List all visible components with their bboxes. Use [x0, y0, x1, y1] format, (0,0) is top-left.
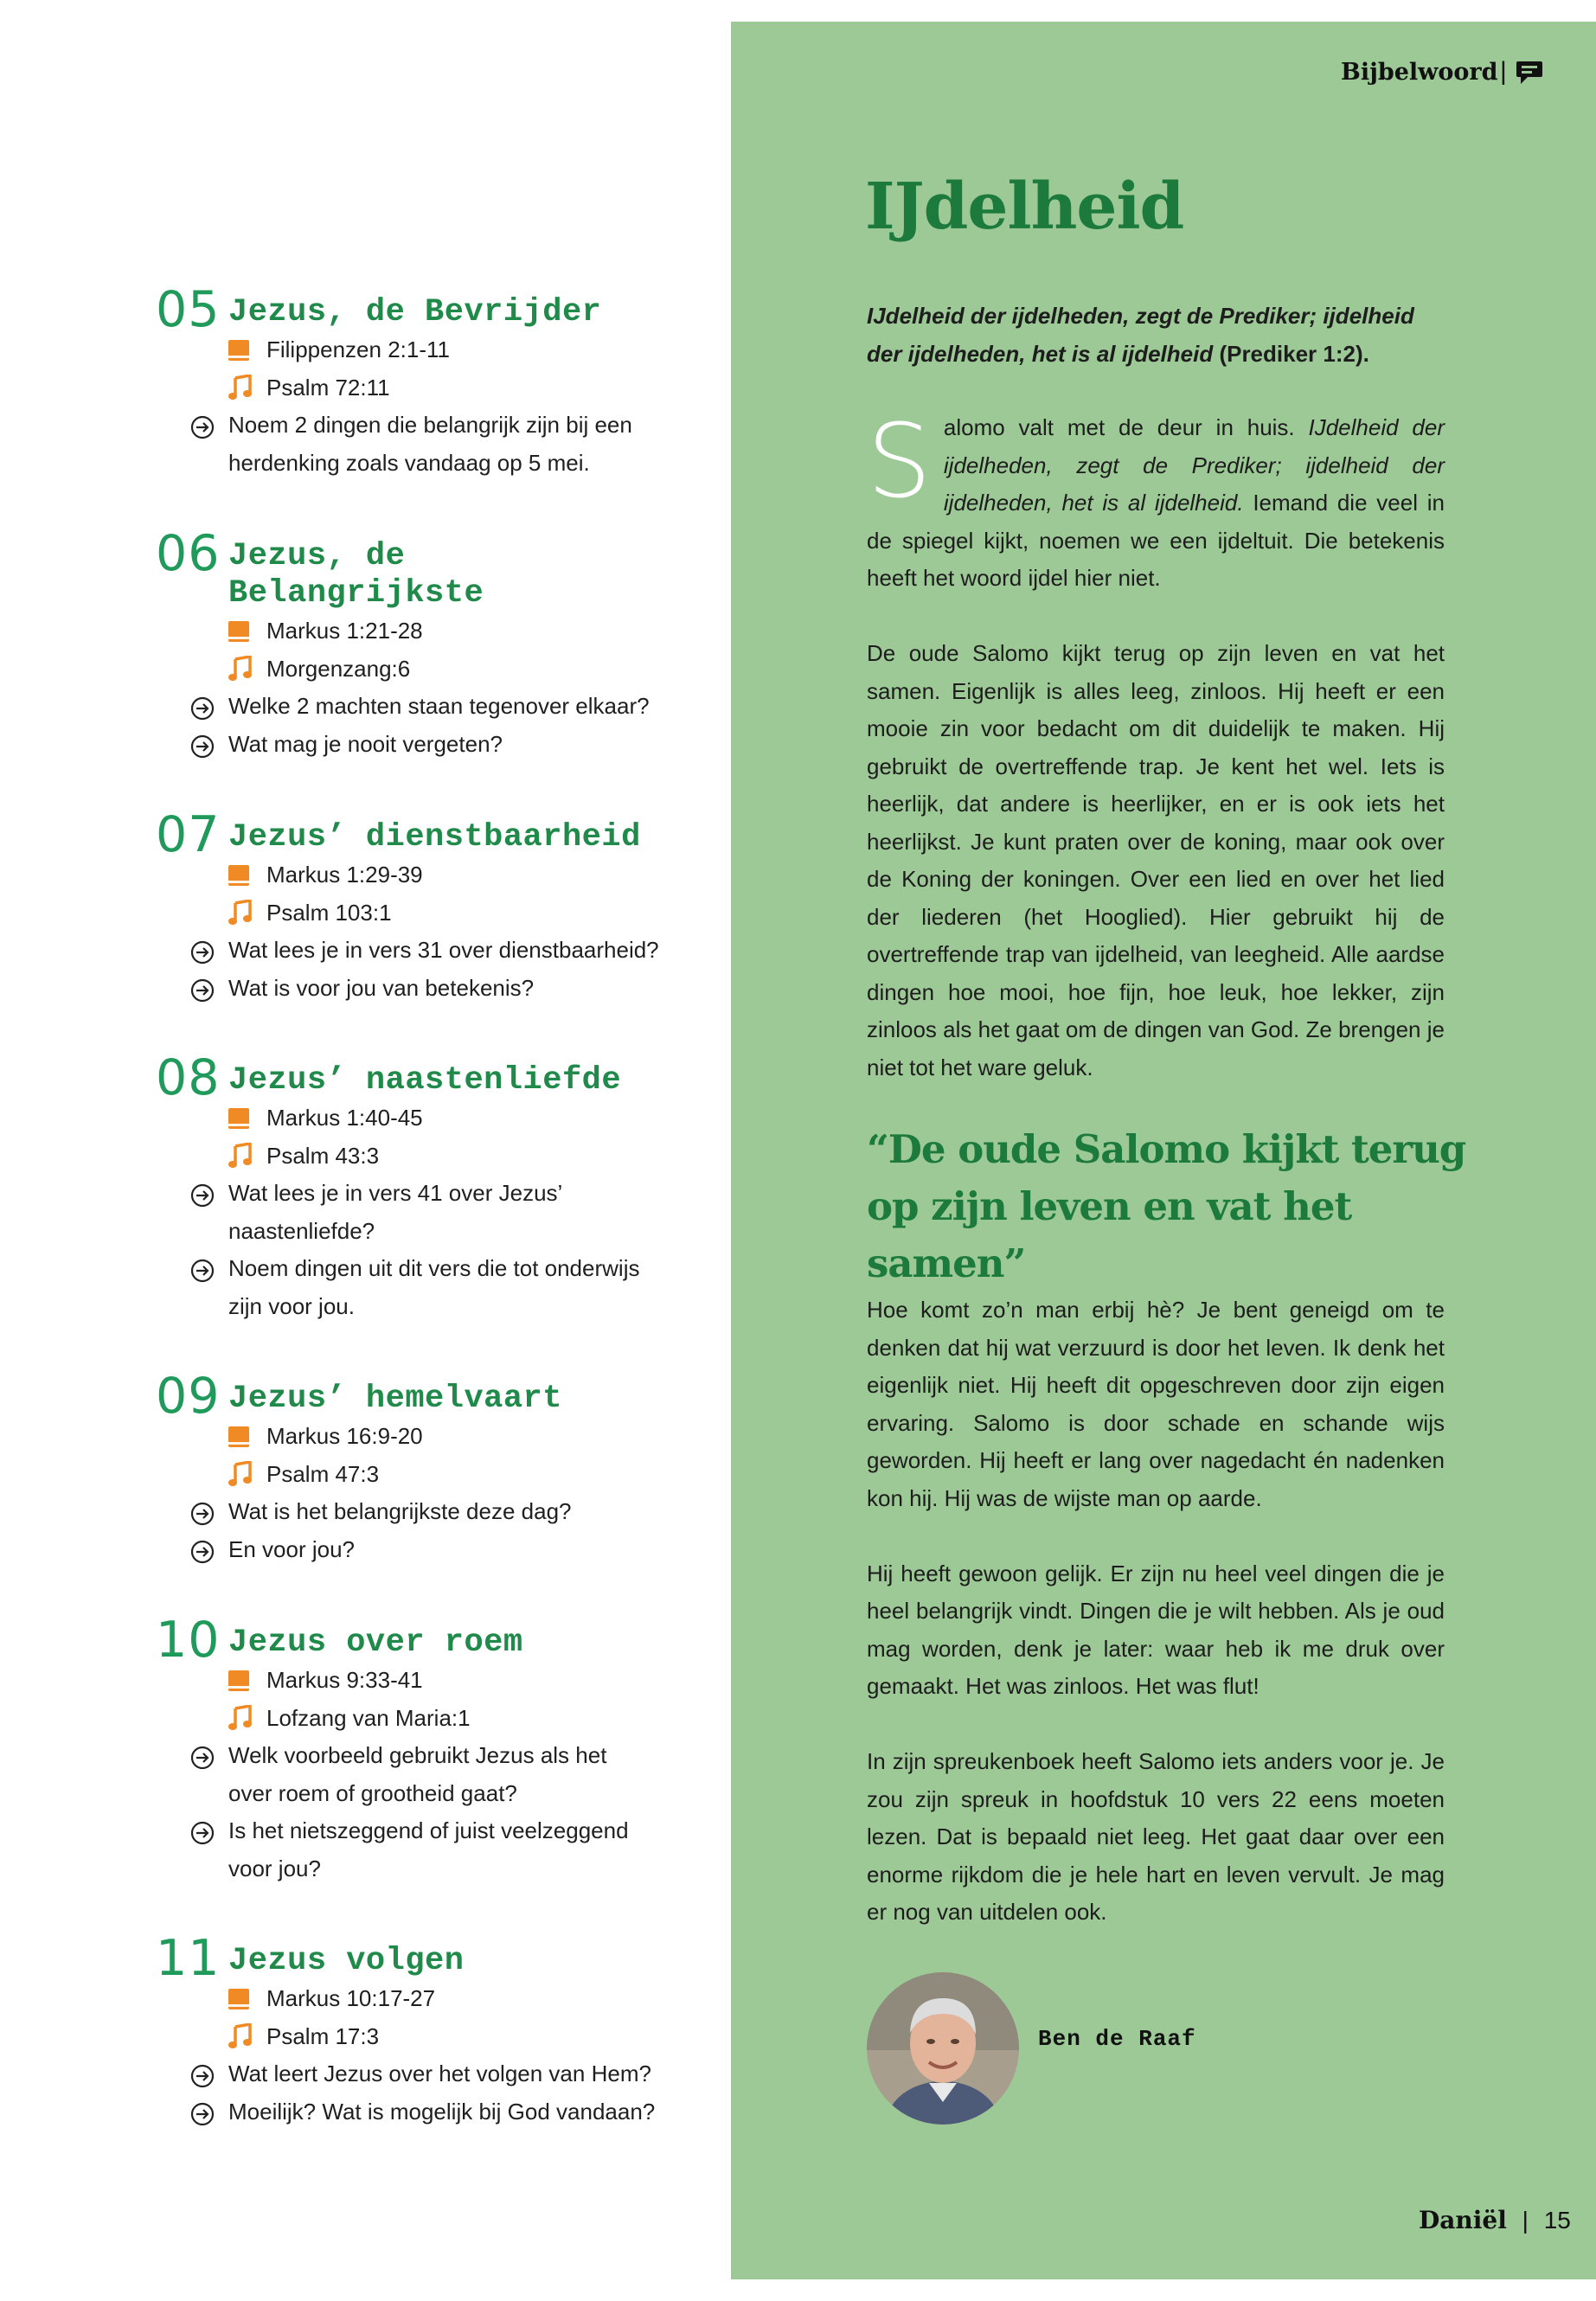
- song-row: [228, 894, 692, 933]
- question-text: voor jou?: [228, 1855, 321, 1881]
- song-row: [228, 1700, 692, 1738]
- question-item: [190, 932, 692, 970]
- day-entry: [156, 281, 692, 482]
- question-item: [190, 1250, 692, 1325]
- song-row: [228, 369, 692, 407]
- book-icon: [228, 1106, 249, 1131]
- day-title: Jezus’ hemelvaart: [228, 1381, 562, 1417]
- music-note-icon: [228, 900, 253, 926]
- question-text: Is het nietszeggend of juist veelzeggend: [228, 1817, 629, 1843]
- day-title: Belangrijkste: [228, 575, 484, 612]
- reading-reference: Markus 1:40-45: [266, 1105, 423, 1131]
- day-entry: [156, 1368, 692, 1568]
- question-text: zijn voor jou.: [228, 1292, 355, 1319]
- footer-separator: |: [1522, 2207, 1529, 2234]
- arrow-circle-icon: [190, 695, 215, 719]
- question-text: Noem dingen uit dit vers die tot onderwijs: [228, 1255, 640, 1281]
- music-note-icon: [228, 2023, 253, 2049]
- music-note-icon: [228, 656, 253, 682]
- music-note-icon: [228, 1705, 253, 1731]
- song-row: [228, 1456, 692, 1494]
- song-row: [228, 1138, 692, 1176]
- intro-quote: IJdelheid der ijdelheden, zegt de Prediker; ijdelheid der ijdelheden, het is al ijdelheid: [867, 303, 1414, 367]
- reading-reference: Markus 16:9-20: [266, 1423, 423, 1449]
- question-text: Wat leert Jezus over het volgen van Hem?: [228, 2061, 651, 2086]
- arrow-circle-icon: [190, 413, 215, 438]
- paragraph-5: In zijn spreukenboek heeft Salomo iets anders voor je. Je zou zijn spreuk in hoofdstuk 10 vers 22 eens moeten lezen. Dat is bepaald niet leeg. Het gaat daar over een enorme rijkdom die je hele hart en leven vervult. Je mag er nog van uitdelen ook.: [867, 1748, 1445, 1925]
- day-title: Jezus, de Bevrijder: [228, 294, 602, 330]
- day-entry: [156, 1930, 692, 2131]
- reading-reference: Markus 9:33-41: [266, 1667, 423, 1693]
- arrow-circle-icon: [190, 1538, 215, 1562]
- song-reference: Psalm 47:3: [266, 1460, 380, 1487]
- question-text: Wat is het belangrijkste deze dag?: [228, 1498, 572, 1524]
- book-icon: [228, 1425, 249, 1449]
- question-item: [190, 1812, 692, 1888]
- reading-row: [228, 1418, 692, 1456]
- day-title: Jezus over roem: [228, 1625, 523, 1661]
- day-number: 11: [156, 1930, 221, 1987]
- question-item: [190, 2055, 692, 2093]
- reading-reference: Filippenzen 2:1-11: [266, 336, 450, 362]
- book-icon: [228, 1669, 249, 1693]
- day-title: Jezus volgen: [228, 1943, 465, 1979]
- reading-reference: Markus 10:17-27: [266, 1985, 436, 2011]
- paragraph-4: Hij heeft gewoon gelijk. Er zijn nu heel veel dingen die je heel belangrijk vindt. Dingen die je wilt hebben. Als je oud mag worden, denk je later: waar heb ik me druk over gemaakt. Het was zinloos. Het was flut!: [867, 1560, 1445, 1699]
- book-icon: [228, 1987, 249, 2011]
- book-icon: [228, 863, 249, 888]
- arrow-circle-icon: [190, 1257, 215, 1281]
- question-text: Wat is voor jou van betekenis?: [228, 974, 535, 1001]
- day-number: 05: [156, 281, 221, 338]
- day-entry: [156, 806, 692, 1007]
- reading-reference: Markus 1:21-28: [266, 618, 423, 644]
- reading-row: [228, 856, 692, 894]
- arrow-circle-icon: [190, 2100, 215, 2125]
- reading-reference: Markus 1:29-39: [266, 862, 423, 888]
- header-separator: |: [1500, 57, 1507, 86]
- paragraph-2: De oude Salomo kijkt terug op zijn leven en vat het samen. Eigenlijk is alles leeg, zinloos. Hij heeft er een mooie zin voor bedacht om dit duidelijk te maken. Hij gebruikt de overtreffende trap. Je kent het wel. Iets is heerlijk, dat andere is heerlijker, en er is ook iets het heerlijkst. Je kunt praten over de koning, maar ook over de Koning der koningen. Over een lied en over het lied der liederen (het Hooglied). Hier gebruikt hij de overtreffende trap van ijdelheid, van leegheid. Alle aardse dingen hoe mooi, hoe fijn, hoe leuk, hoe lekker, zijn zinloos als het gaat om de dingen van God. Ze brengen je niet tot het ware geluk.: [867, 640, 1445, 1080]
- day-number: 08: [156, 1049, 221, 1106]
- reading-row: [228, 1980, 692, 2018]
- song-reference: Morgenzang:6: [266, 655, 411, 682]
- song-row: [228, 651, 692, 689]
- author-avatar: [867, 1972, 1019, 2125]
- page-footer: [1419, 2206, 1571, 2234]
- reading-row: [228, 1662, 692, 1700]
- magazine-name: Daniël: [1419, 2206, 1507, 2234]
- author-name: Ben de Raaf: [1038, 2026, 1196, 2052]
- question-text: En voor jou?: [228, 1535, 355, 1562]
- song-reference: Psalm 43:3: [266, 1142, 380, 1169]
- intro-reference: (Prediker 1:2).: [1213, 340, 1369, 367]
- question-text: Wat lees je in vers 31 over dienstbaarheid?: [228, 937, 659, 963]
- article-title: IJdelheid: [865, 170, 1184, 244]
- day-number: 09: [156, 1368, 221, 1425]
- day-title: Jezus’ dienstbaarheid: [228, 819, 641, 856]
- question-text: herdenking zoals vandaag op 5 mei.: [228, 449, 590, 476]
- arrow-circle-icon: [190, 1500, 215, 1524]
- music-note-icon: [228, 375, 253, 401]
- day-title: Jezus, de: [228, 538, 406, 574]
- question-item: [190, 1493, 692, 1531]
- question-text: over roem of grootheid gaat?: [228, 1779, 517, 1806]
- pull-quote: “De oude Salomo kijkt terug op zijn leven en vat het samen”: [867, 1126, 1466, 1286]
- reading-row: [228, 1099, 692, 1138]
- day-entry: [156, 1612, 692, 1888]
- question-item: [190, 726, 692, 764]
- question-item: [190, 1737, 692, 1812]
- section-label: Bijbelwoord: [1341, 59, 1498, 86]
- question-text: Wat mag je nooit vergeten?: [228, 730, 503, 757]
- book-icon: [228, 619, 249, 644]
- paragraph-3: Hoe komt zo’n man erbij hè? Je bent geneigd om te denken dat hij wat verzuurd is door het leven. Ik denk het eigenlijk niet. Hij heeft dit opgeschreven door zijn eigen ervaring. Salomo is door schade en schande wijs geworden. Hij heeft er lang over nagedacht én nadenken kon hij. Hij was de wijste man op aarde.: [867, 1297, 1445, 1511]
- book-icon: [228, 338, 249, 362]
- paragraph-1: Salomo valt met de deur in huis. IJdelheid der ijdelheden, zegt de Prediker; ijdelheid der ijdelheden, het is al ijdelheid. Iemand die veel in de spiegel kijkt, noemen we een ijdeltuit. Die betekenis heeft het woord ijdel hier niet.: [867, 401, 1445, 591]
- day-title: Jezus’ naastenliefde: [228, 1062, 622, 1099]
- day-number: 07: [156, 806, 221, 863]
- question-text: Noem 2 dingen die belangrijk zijn bij een: [228, 412, 632, 438]
- arrow-circle-icon: [190, 1744, 215, 1768]
- question-text: Welke 2 machten staan tegenover elkaar?: [228, 693, 650, 719]
- drop-cap: S: [867, 401, 932, 521]
- question-text: Welk voorbeeld gebruikt Jezus als het: [228, 1742, 607, 1768]
- day-number: 10: [156, 1612, 221, 1669]
- reading-row: [228, 331, 692, 369]
- day-entry: [156, 1049, 692, 1325]
- song-reference: Psalm 17:3: [266, 2022, 380, 2049]
- arrow-circle-icon: [190, 2062, 215, 2086]
- day-entry: [156, 525, 692, 763]
- song-reference: Psalm 72:11: [266, 374, 390, 401]
- arrow-circle-icon: [190, 733, 215, 757]
- question-item: [190, 407, 692, 482]
- arrow-circle-icon: [190, 939, 215, 963]
- song-row: [228, 2018, 692, 2056]
- question-item: [190, 1175, 692, 1250]
- arrow-circle-icon: [190, 977, 215, 1001]
- question-item: [190, 970, 692, 1008]
- arrow-circle-icon: [190, 1819, 215, 1843]
- question-text: Moeilijk? Wat is mogelijk bij God vandaan?: [228, 2098, 656, 2125]
- article-intro: [867, 298, 1445, 373]
- song-reference: Lofzang van Maria:1: [266, 1704, 471, 1731]
- song-reference: Psalm 103:1: [266, 899, 392, 926]
- reading-row: [228, 612, 692, 651]
- day-number: 06: [156, 525, 221, 582]
- question-text: naastenliefde?: [228, 1217, 375, 1244]
- article-body-bottom: [867, 1292, 1445, 1969]
- question-item: [190, 688, 692, 726]
- music-note-icon: [228, 1143, 253, 1169]
- music-note-icon: [228, 1461, 253, 1487]
- page-number: 15: [1543, 2207, 1571, 2234]
- arrow-circle-icon: [190, 1182, 215, 1206]
- article-body-top: [867, 401, 1445, 1125]
- question-item: [190, 1531, 692, 1569]
- question-item: [190, 2093, 692, 2131]
- speech-bubble-icon: [1516, 60, 1543, 86]
- question-text: Wat lees je in vers 41 over Jezus’: [228, 1180, 563, 1206]
